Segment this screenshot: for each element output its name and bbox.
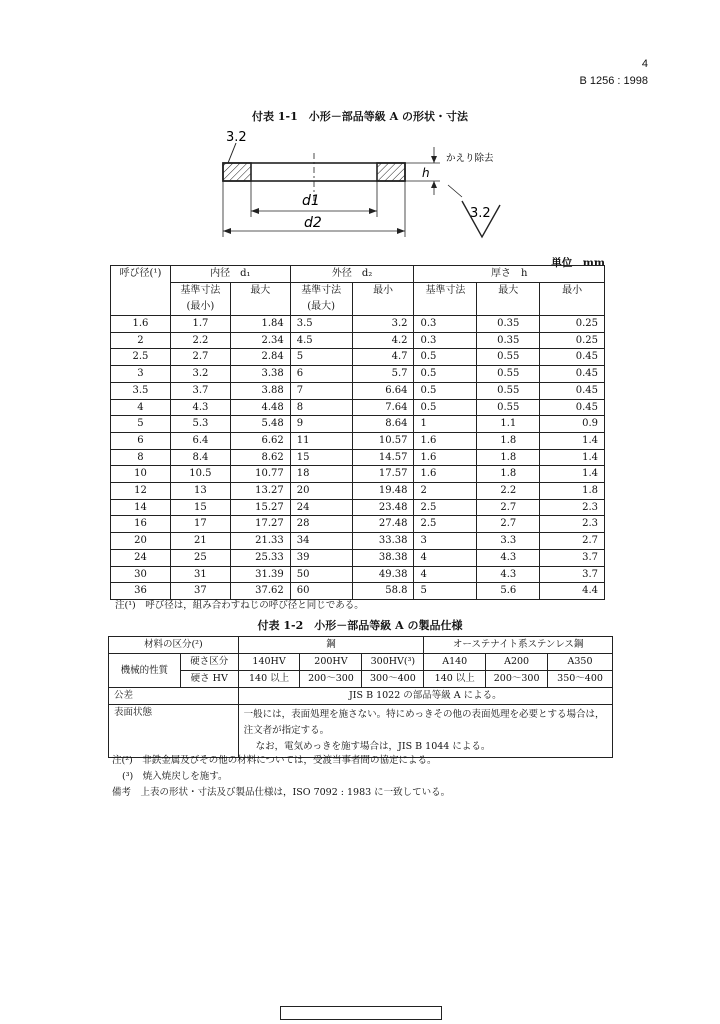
table-cell: 37.62 <box>230 583 290 600</box>
table-cell: 31 <box>170 566 230 583</box>
hardness-class-label: 硬さ区分 <box>180 654 238 671</box>
class-cell: A200 <box>486 654 548 671</box>
table-cell: 31.39 <box>230 566 290 583</box>
table1-title: 付表 1-1 小形－部品等級 A の形状・寸法 <box>252 110 468 123</box>
class-cell: 140HV <box>238 654 300 671</box>
table-cell: 21 <box>170 533 230 550</box>
table-row <box>111 316 605 333</box>
table-cell: 33.38 <box>352 533 414 550</box>
table-cell: 2.3 <box>540 516 605 533</box>
table-cell: 5.3 <box>170 416 230 433</box>
surface-label-top: 3.2 <box>226 130 247 145</box>
tolerance-value: JIS B 1022 の部品等級 A による。 <box>238 688 612 705</box>
col-outer-base: 基準寸法 <box>290 283 352 300</box>
washer-section-left <box>223 163 251 181</box>
washer-diagram <box>200 125 530 245</box>
table-cell: 6.62 <box>230 432 290 449</box>
page-number: 4 <box>641 58 648 70</box>
table-cell: 5.7 <box>352 366 414 383</box>
hv-cell: 200～300 <box>300 671 362 688</box>
table-cell: 0.3 <box>414 332 477 349</box>
dim-d1: d1 <box>302 193 320 209</box>
table-cell: 11 <box>290 432 352 449</box>
table-cell: 14.57 <box>352 449 414 466</box>
table-cell: 0.5 <box>414 382 477 399</box>
remarks: 備考 上表の形状・寸法及び製品仕様は，ISO 7092 : 1983 に一致している。 <box>112 787 451 798</box>
table-cell: 6 <box>111 432 171 449</box>
table-cell: 0.55 <box>477 399 540 416</box>
table-cell: 6.4 <box>170 432 230 449</box>
table-cell: 8.62 <box>230 449 290 466</box>
table-cell: 3.3 <box>477 533 540 550</box>
table-cell: 39 <box>290 549 352 566</box>
col-th-min: 最小 <box>540 283 605 316</box>
table-row <box>111 432 605 449</box>
standard-number: B 1256 : 1998 <box>579 75 648 87</box>
mech-label: 機械的性質 <box>109 654 181 688</box>
table-cell: 0.9 <box>540 416 605 433</box>
table-cell: 2 <box>414 483 477 500</box>
table-row <box>111 366 605 383</box>
table-cell: 3 <box>414 533 477 550</box>
table-cell: 5 <box>290 349 352 366</box>
dim-h: h <box>422 166 430 180</box>
table-cell: 10.5 <box>170 466 230 483</box>
table-cell: 8 <box>111 449 171 466</box>
table-row <box>111 382 605 399</box>
table-row <box>111 483 605 500</box>
table-cell: 3.2 <box>170 366 230 383</box>
material-label: 材料の区分(²) <box>109 637 239 654</box>
table-cell: 9 <box>290 416 352 433</box>
table-cell: 3.7 <box>540 566 605 583</box>
table-cell: 1.6 <box>414 466 477 483</box>
table-cell: 2.5 <box>414 499 477 516</box>
table-cell: 23.48 <box>352 499 414 516</box>
table-cell: 30 <box>111 566 171 583</box>
table-cell: 60 <box>290 583 352 600</box>
note-3: (³) 焼入焼戻しを施す。 <box>122 771 228 782</box>
table-cell: 27.48 <box>352 516 414 533</box>
table-cell: 0.3 <box>414 316 477 333</box>
table1-note: 注(¹) 呼び径は，組み合わすねじの呼び径と同じである。 <box>115 600 364 611</box>
table-cell: 24 <box>290 499 352 516</box>
table-cell: 17.57 <box>352 466 414 483</box>
tolerance-label: 公差 <box>109 688 239 705</box>
hardness-hv-label: 硬さ HV <box>180 671 238 688</box>
table-cell: 8.64 <box>352 416 414 433</box>
note-2: 注(²) 非鉄金属及びその他の材料については，受渡当事者間の協定による。 <box>112 755 437 766</box>
table-cell: 0.45 <box>540 349 605 366</box>
table-cell: 4.2 <box>352 332 414 349</box>
table-cell: 1.7 <box>170 316 230 333</box>
table-cell: 0.45 <box>540 399 605 416</box>
table-cell: 2.2 <box>170 332 230 349</box>
table-cell: 28 <box>290 516 352 533</box>
table-cell: 15 <box>170 499 230 516</box>
table-cell: 0.5 <box>414 349 477 366</box>
table-row <box>111 533 605 550</box>
col-outer-base-sub: (最大) <box>290 299 352 316</box>
surface-label: 表面状態 <box>109 705 239 758</box>
table-cell: 10.77 <box>230 466 290 483</box>
table-cell: 1.6 <box>414 449 477 466</box>
table-row <box>111 416 605 433</box>
table-cell: 12 <box>111 483 171 500</box>
table-cell: 25 <box>170 549 230 566</box>
table-cell: 19.48 <box>352 483 414 500</box>
table-cell: 1.8 <box>477 432 540 449</box>
table-cell: 2.84 <box>230 349 290 366</box>
table-cell: 3.2 <box>352 316 414 333</box>
class-cell: A140 <box>424 654 486 671</box>
table-cell: 2.2 <box>477 483 540 500</box>
stainless-label: オーステナイト系ステンレス鋼 <box>424 637 613 654</box>
table-cell: 1.4 <box>540 432 605 449</box>
table-cell: 1.1 <box>477 416 540 433</box>
hv-cell: 350～400 <box>548 671 613 688</box>
table-row <box>111 349 605 366</box>
table-cell: 0.55 <box>477 366 540 383</box>
table-cell: 38.38 <box>352 549 414 566</box>
table-cell: 0.45 <box>540 382 605 399</box>
table-cell: 0.45 <box>540 366 605 383</box>
hv-cell: 300～400 <box>362 671 424 688</box>
table-cell: 4.48 <box>230 399 290 416</box>
table-cell: 4 <box>414 566 477 583</box>
table-cell: 20 <box>111 533 171 550</box>
burr-label: かえり除去 <box>446 153 494 164</box>
table-cell: 5 <box>111 416 171 433</box>
table-cell: 5.6 <box>477 583 540 600</box>
table-cell: 2.3 <box>540 499 605 516</box>
unit-label: 単位 mm <box>551 257 605 269</box>
table-cell: 4.7 <box>352 349 414 366</box>
table-cell: 15.27 <box>230 499 290 516</box>
table-cell: 17 <box>170 516 230 533</box>
surface-value <box>238 705 612 758</box>
table-row <box>111 399 605 416</box>
table-cell: 3.7 <box>170 382 230 399</box>
table-cell: 37 <box>170 583 230 600</box>
table-cell: 3.7 <box>540 549 605 566</box>
table-cell: 18 <box>290 466 352 483</box>
table-cell: 49.38 <box>352 566 414 583</box>
table-cell: 7 <box>290 382 352 399</box>
table-cell: 0.25 <box>540 332 605 349</box>
table-row <box>111 566 605 583</box>
table-cell: 1.4 <box>540 466 605 483</box>
table-cell: 3.38 <box>230 366 290 383</box>
table-cell: 14 <box>111 499 171 516</box>
table-cell: 50 <box>290 566 352 583</box>
table-cell: 1 <box>414 416 477 433</box>
table-cell: 13.27 <box>230 483 290 500</box>
table-cell: 8 <box>290 399 352 416</box>
table-cell: 16 <box>111 516 171 533</box>
table-cell: 1.8 <box>477 466 540 483</box>
table-cell: 21.33 <box>230 533 290 550</box>
table-cell: 2 <box>111 332 171 349</box>
table-row <box>111 449 605 466</box>
table2-title: 付表 1-2 小形－部品等級 A の製品仕様 <box>257 619 463 632</box>
table-cell: 2.34 <box>230 332 290 349</box>
col-inner-base-sub: (最小) <box>170 299 230 316</box>
table-cell: 1.8 <box>540 483 605 500</box>
table-cell: 2.7 <box>170 349 230 366</box>
table-cell: 25.33 <box>230 549 290 566</box>
table-cell: 34 <box>290 533 352 550</box>
class-cell: A350 <box>548 654 613 671</box>
table-cell: 3.88 <box>230 382 290 399</box>
table-cell: 4 <box>414 549 477 566</box>
spec-table <box>108 636 613 758</box>
col-inner: 内径 d₁ <box>170 266 290 283</box>
table-cell: 10.57 <box>352 432 414 449</box>
col-th-base: 基準寸法 <box>414 283 477 316</box>
washer-section-right <box>377 163 405 181</box>
table-cell: 1.8 <box>477 449 540 466</box>
col-inner-max: 最大 <box>230 283 290 316</box>
col-outer: 外径 d₂ <box>290 266 414 283</box>
table-cell: 1.84 <box>230 316 290 333</box>
table-cell: 3 <box>111 366 171 383</box>
table-row <box>111 332 605 349</box>
table-cell: 1.4 <box>540 449 605 466</box>
dimension-table <box>110 265 605 600</box>
table-cell: 2.5 <box>414 516 477 533</box>
table-cell: 2.7 <box>477 516 540 533</box>
table-cell: 58.8 <box>352 583 414 600</box>
table-cell: 17.27 <box>230 516 290 533</box>
table-cell: 20 <box>290 483 352 500</box>
table-cell: 1.6 <box>111 316 171 333</box>
table-cell: 0.25 <box>540 316 605 333</box>
table-cell: 6 <box>290 366 352 383</box>
surface-label-right: 3.2 <box>470 206 491 221</box>
table-cell: 8.4 <box>170 449 230 466</box>
table-cell: 7.64 <box>352 399 414 416</box>
surface-value-2: なお，電気めっきを施す場合は，JIS B 1044 による。 <box>255 741 491 752</box>
table-cell: 3.5 <box>111 382 171 399</box>
table-cell: 15 <box>290 449 352 466</box>
table-cell: 0.35 <box>477 316 540 333</box>
surface-value-1: 一般には，表面処理を施さない。特にめっきその他の表面処理を必要とする場合は，注文者が指定する。 <box>243 709 605 736</box>
table-row <box>111 499 605 516</box>
table-cell: 4 <box>111 399 171 416</box>
table-cell: 4.3 <box>477 566 540 583</box>
table-row <box>111 466 605 483</box>
dim-d2: d2 <box>304 215 322 231</box>
table-cell: 4.3 <box>170 399 230 416</box>
table-cell: 10 <box>111 466 171 483</box>
table-cell: 2.7 <box>540 533 605 550</box>
table-cell: 36 <box>111 583 171 600</box>
table-cell: 0.5 <box>414 366 477 383</box>
table-cell: 0.35 <box>477 332 540 349</box>
table-cell: 5.48 <box>230 416 290 433</box>
class-cell: 200HV <box>300 654 362 671</box>
table-cell: 1.6 <box>414 432 477 449</box>
table-cell: 24 <box>111 549 171 566</box>
hv-cell: 140 以上 <box>238 671 300 688</box>
class-cell: 300HV(³) <box>362 654 424 671</box>
table-cell: 5 <box>414 583 477 600</box>
hv-cell: 140 以上 <box>424 671 486 688</box>
table-cell: 4.4 <box>540 583 605 600</box>
table-cell: 4.3 <box>477 549 540 566</box>
col-nominal: 呼び径(¹) <box>111 266 171 316</box>
table-cell: 4.5 <box>290 332 352 349</box>
table-cell: 2.7 <box>477 499 540 516</box>
table-cell: 3.5 <box>290 316 352 333</box>
table-cell: 6.64 <box>352 382 414 399</box>
table-row <box>111 516 605 533</box>
footer-box <box>280 1006 442 1020</box>
table-cell: 2.5 <box>111 349 171 366</box>
col-thickness: 厚さ h <box>414 266 605 283</box>
hv-cell: 200～300 <box>486 671 548 688</box>
col-inner-base: 基準寸法 <box>170 283 230 300</box>
table-cell: 0.55 <box>477 349 540 366</box>
table-row <box>111 549 605 566</box>
col-outer-min: 最小 <box>352 283 414 316</box>
col-th-max: 最大 <box>477 283 540 316</box>
table-cell: 0.5 <box>414 399 477 416</box>
steel-label: 鋼 <box>238 637 424 654</box>
table-cell: 13 <box>170 483 230 500</box>
table-cell: 0.55 <box>477 382 540 399</box>
